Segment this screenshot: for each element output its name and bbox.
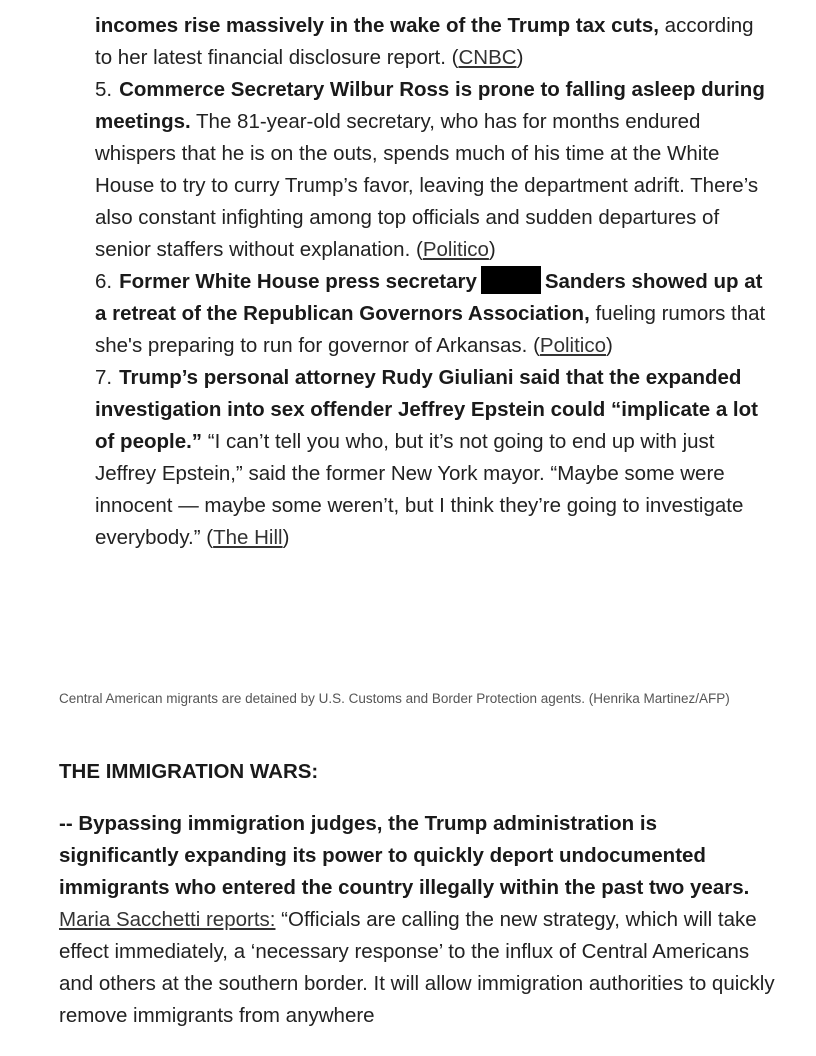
item-headline: Former White House press secretary: [119, 270, 477, 293]
photo-caption: Central American migrants are detained by U.S. Customs and Border Protection agents. (Henrika Martinez/AFP): [59, 691, 730, 706]
reporter-link[interactable]: Maria Sacchetti reports:: [59, 908, 276, 931]
source-link-the-hill[interactable]: The Hill: [213, 526, 283, 549]
lead-headline: -- Bypassing immigration judges, the Trump administration is significantly expanding its power to quickly deport undocumented immigrants who entered the country illegally within the past two years.: [59, 812, 750, 899]
source-link-cnbc[interactable]: CNBC: [458, 46, 517, 69]
item-headline: Trump’s personal attorney Rudy Giuliani said that the expanded investigation into sex offender Jeffrey Epstein could “implicate a lot of people.”: [95, 366, 758, 453]
list-item: 6. Former White House press secretary Sanders showed up at a retreat of the Republican Governors Association, fueling rumors that she's preparing to run for governor of Arkansas. (Politico): [95, 266, 775, 362]
section-heading: THE IMMIGRATION WARS:: [59, 760, 319, 783]
item-body: fueling rumors that she's preparing to run for governor of Arkansas. (: [95, 302, 766, 357]
item-headline: Commerce Secretary Wilbur Ross is prone to falling asleep during meetings.: [95, 78, 765, 133]
redaction-block: [481, 266, 541, 294]
item-body: “I can’t tell you who, but it’s not going to end up with just Jeffrey Epstein,” said the former New York mayor. “Maybe some were innocent — maybe some weren’t, but I think they’re going to investigate everybody.” (: [95, 430, 744, 549]
item-number: 5.: [95, 78, 113, 101]
item-number: 6.: [95, 270, 113, 293]
item-body: according to her latest financial disclosure report. (: [95, 14, 754, 69]
item-headline: incomes rise massively in the wake of the Trump tax cuts,: [95, 14, 659, 37]
source-link-politico[interactable]: Politico: [539, 334, 606, 357]
list-item: incomes rise massively in the wake of the Trump tax cuts, according to her latest financial disclosure report. (CNBC): [95, 14, 754, 69]
lead-paragraph: [59, 808, 779, 1032]
item-body: The 81-year-old secretary, who has for months endured whispers that he is on the outs, spends much of his time at the White House to try to curry Trump’s favor, leaving the department adrift. There’s also constant infighting among top officials and sudden departures of senior staffers without explanation. (: [95, 110, 759, 261]
list-item: 7. Trump’s personal attorney Rudy Giuliani said that the expanded investigation into sex offender Jeffrey Epstein could “implicate a lot of people.” “I can’t tell you who, but it’s not going to end up with just Jeffrey Epstein,” said the former New York mayor. “Maybe some were innocent — maybe some weren’t, but I think they’re going to investigate everybody.” (The Hill): [95, 366, 758, 549]
news-list: [95, 10, 775, 554]
list-item: 5. Commerce Secretary Wilbur Ross is prone to falling asleep during meetings. The 81-year-old secretary, who has for months endured whispers that he is on the outs, spends much of his time at the White House to try to curry Trump’s favor, leaving the department adrift. There’s also constant infighting among top officials and sudden departures of senior staffers without explanation. (Politico): [95, 78, 765, 261]
item-headline-continued: Sanders showed up at a retreat of the Republican Governors Association,: [95, 270, 763, 325]
source-link-politico[interactable]: Politico: [422, 238, 489, 261]
item-number: 7.: [95, 366, 113, 389]
lead-body: “Officials are calling the new strategy, which will take effect immediately, a ‘necessary response’ to the influx of Central Americans and others at the southern border. It will allow immigration authorities to quickly remove immigrants from anywhere: [59, 908, 775, 1027]
